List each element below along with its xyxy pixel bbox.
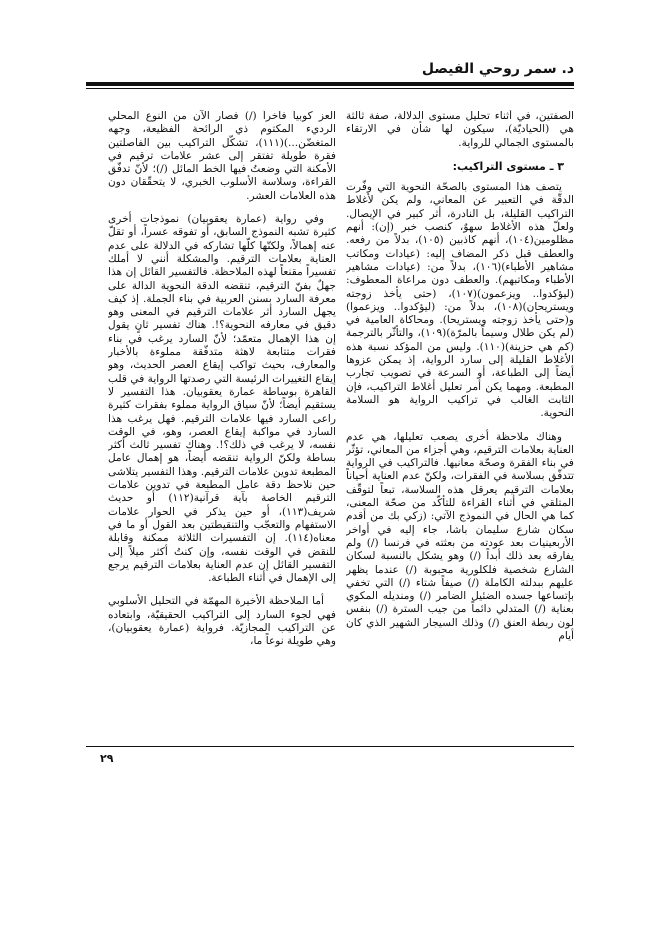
right-intro-paragraph: الصفتين، في أثناء تحليل مستوى الدلالة، صفة ثالثة هي (الحياديّة)، سيكون لها شأن في الارتقاء بالمستوى الجمالي للرواية. (346, 110, 574, 149)
section-heading: ٣ ـ مستوى التراكيب: (452, 159, 564, 173)
left-paragraph-1: العز كوبياً فاخراً (/) فصار الآن من النوع المحلي الرديء المكتوم ذي الرائحة الفظيعة، وجهه المتغضّن...)(١١١)، تشكّل التراكيب بين الفاصلتين فقرة طويلة تفتقر إلى عشر علامات ترقيم في الأمكنة التي وضعتُ فيها الخط المائل (/)؛ لأنّ تدفّق القراءة، وسلاسة الأسلوب الخبري، لا يتحقّقان دون هذه العلامات العشر. (108, 110, 336, 202)
footer-rule (86, 746, 574, 747)
header-rule-thick (86, 82, 574, 86)
left-paragraph-3: أما الملاحظة الأخيرة المهمّة في التحليل الأسلوبي فهي لجوء السارد إلى التراكيب الحقيقيّة، وابتعاده عن التراكيب المجازيّة. فرواية (عمارة يعقوبيان)، وهي طويلة نوعاً ما، (108, 595, 336, 648)
right-paragraph-1: يتصف هذا المستوى بالصحّة النحوية التي وفّرت الدقّة في التعبير عن المعاني، ولم يكن لأغلاط التراكيب القليلة، بل النادرة، أثر كبير في الإيصال. ولعلّ هذه الأغلاط سهوٌ، كنصب خبر (إن): أنهم مظلومين(١٠٤)، أنهم كاذبين (١٠٥)، بدلاً من رفعه. والعطف قبل ذكر المضاف إليه: (عيادات ومكاتب مشاهير الأطباء)(١٠٦)، بدلاً من: (عيادات مشاهير الأطباء ومكاتبهم). والعطف دون مراعاة المعطوف: (ليؤكدوا.. ويزعمون)(١٠٧)، (حتى يأخذ زوجته ويستريحان)(١٠٨)، بدلاً من: (ليؤكدوا.. ويزعموا) و(حتى يأخذ زوجته ويستريحا). ومحاكاة العامية في (لم يكن طلال وسيماً بالمرّة)(١٠٩)، والتأثّر بالترجمة (كم هي حزينة)(١١٠). وليس من المؤكد نسبة هذه الأغلاط القليلة إلى سارد الرواية، إذ يمكن عزوها أيضاً إلى الطباعة، أو السرعة في تصويب تجارب المطبعة. ومهما يكن أمر تعليل أغلاط التراكيب، فإن الثابت الغالب في تراكيب الرواية هو السلامة النحوية. (346, 181, 574, 420)
right-paragraph-2: وهناك ملاحظة أخرى يصعب تعليلها، هي عدم العناية بعلامات الترقيم، وهي أجزاء من المعاني، تؤثّر في بناء الفقرة وصحّة معانيها. فالتراكيب في الرواية تتدفّق بسلاسة في الفقرات، ولكنّ عدم العناية أحياناً بعلامات الترقيم يعرقل هذه السلاسة، تبعاً لتوقّف المتلقي في أثناء القراءة للتأكّد من صحّة المعنى، كما هي الحال في النموذج الآتي: (زكي بك من أقدم سكان شارع سليمان باشا، جاء إليه في أواخر الأربعينيات بعد عودته من بعثته في فرنسا (/) ولم يفارقه بعد ذلك أبداً (/) وهو يشكل بالنسبة لسكان الشارع شخصية فلكلورية محبوبة (/) عندما يظهر عليهم ببدلته الكاملة (/) صيفاً شتاء (/) التي تخفي بإتساعها جسده الضئيل الضامر (/) ومنديله المكوي بعناية (/) المتدلي دائماً من جيب السترة (/) بنفس لون ربطة العنق (/) وذلك السيجار الشهير الذي كان أيام (346, 430, 574, 642)
right-column (346, 110, 574, 738)
left-column (108, 110, 336, 738)
left-paragraph-2: وفي رواية (عمارة يعقوبيان) نموذجات أخرى كثيرة تشبه النموذج السابق، أو تفوقه عسراً، أو تقلّ عنه إهمالاً، ولكنّها كلّها تشاركه في الدلالة على عدم العناية بعلامات الترقيم. والمشكلة أنني لا أملك تفسيراً مقنعاً لهذه الملاحظة. فالتفسير القائل إن هذا جهلٌ بفنّ الترقيم، تنقضه الدقة النحوية الدالة على معرفة السارد بسنن العربية في بناء الجملة. إذ كيف يجهل السارد أثر علامات الترقيم في المعنى وهو دقيق في معارفه النحوية؟!. هناك تفسير ثانٍ يقول إن هذا الإهمال متعمّد؛ لأنّ السارد يرغب في بناء فقرات متتابعة لاهثة متدفّقة مملوءة بالأخبار والمعارف، بحيث تواكب إيقاع العصر الحديث، وهو إيقاع التغييرات الرئيسة التي رصدتها الرواية في قلب القاهرة بوساطة عمارة يعقوبيان. هذا التفسير لا يستقيم أيضاً؛ لأنّ سياق الرواية مملوء بفقرات كثيرة راعى السارد فيها علامات الترقيم. فهل يرغب هذا السارد في مواكبة إيقاع العصر، وهو، في الوقت نفسه، لا يرغب في ذلك؟!. وهناك تفسير ثالث أكثر بساطة ولكنّ الرواية تنقضه أيضاً، هو إهمال عامل المطبعة تدوين علامات الترقيم. وهذا التفسير يتلاشى حين نلاحظ دقة عامل المطبعة في تدوين علامات الترقيم الخاصة بآية قرآنية(١١٢) أو حديث شريف(١١٣)، أو حين يذكر في الحوار علامات الاستفهام والتعجّب والتنقيطتين بعد القول أو ما في معناه(١١٤). إن التفسيرات الثلاثة ممكنة وقابلة للنقض في الوقت نفسه، وإن كنتُ أكثر ميلاً إلى التفسير القائل إن عدم العناية بعلامات الترقيم يرجع إلى الإهمال في أثناء الطباعة. (108, 213, 336, 585)
author-name: د. سمر روحي الفيصل (416, 60, 574, 78)
page-number: ٢٩ (100, 752, 114, 765)
page-header (86, 60, 574, 82)
header-rule-thin (86, 88, 574, 89)
